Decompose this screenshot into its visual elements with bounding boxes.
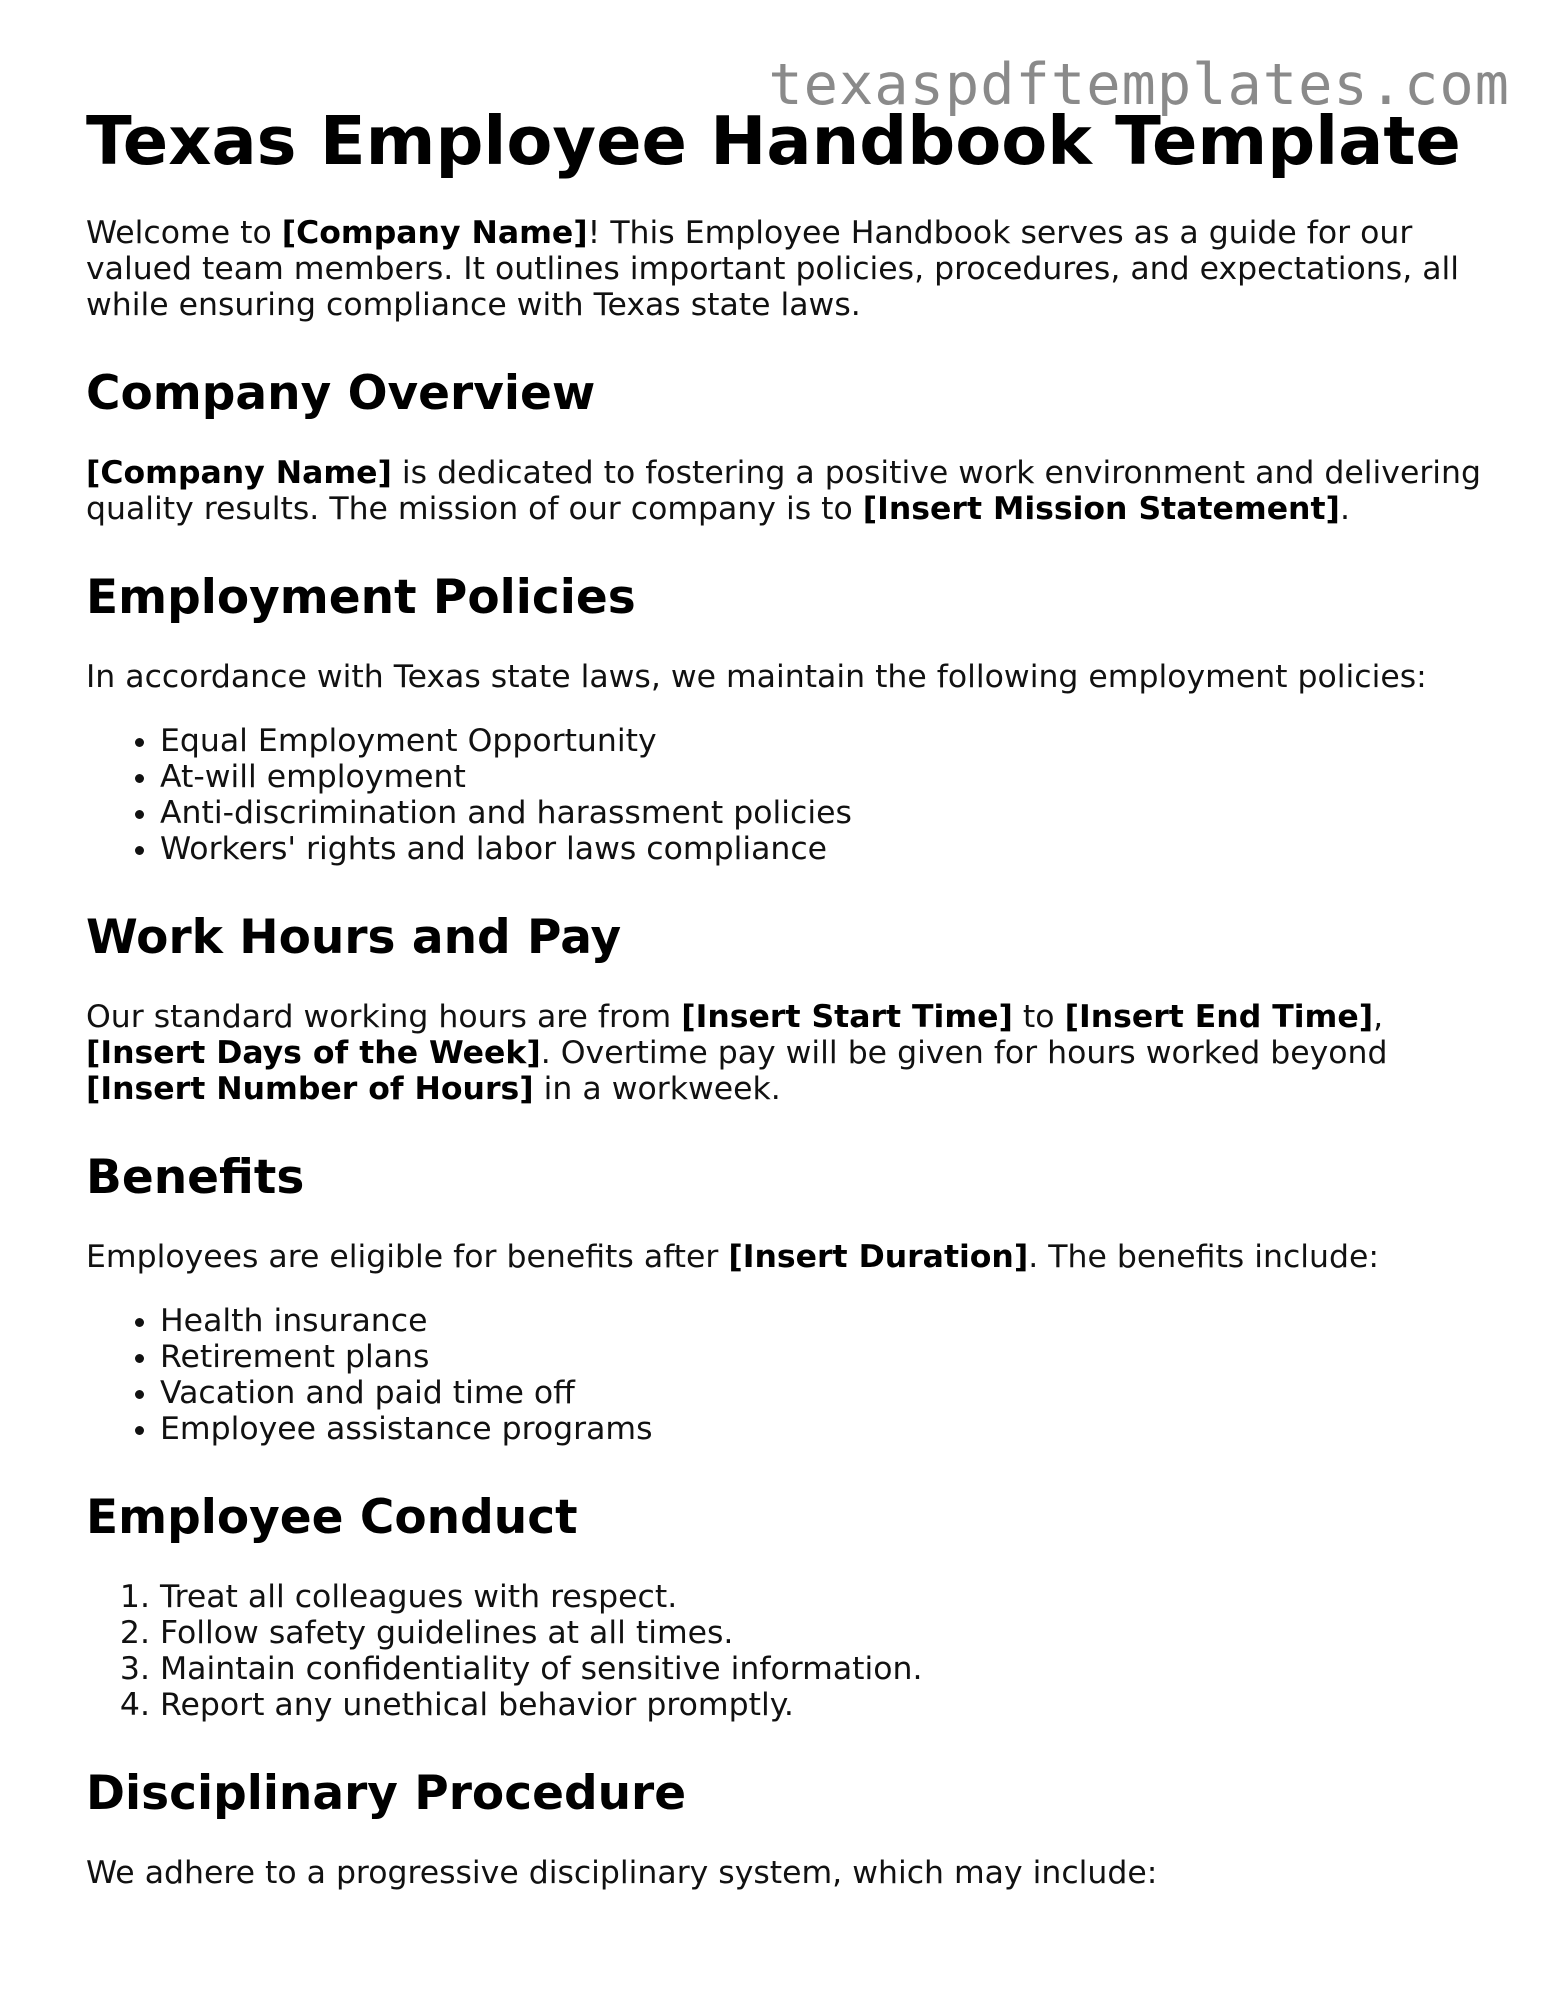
- hours-text-3: ,: [1373, 998, 1384, 1035]
- intro-paragraph: [86, 215, 1486, 323]
- intro-text-1: Welcome to: [86, 214, 282, 251]
- work-hours-heading: Work Hours and Pay: [86, 909, 622, 965]
- hours-text-2: to: [1012, 998, 1065, 1035]
- list-item: • Anti-discrimination and harassment policies: [160, 795, 1486, 831]
- list-item: • Retirement plans: [160, 1339, 1486, 1375]
- overview-text-2: .: [1339, 490, 1350, 527]
- hours-end-time: [Insert End Time]: [1064, 998, 1374, 1035]
- employee-conduct-heading: Employee Conduct: [86, 1489, 578, 1545]
- intro-company-name: [Company Name]: [281, 214, 588, 251]
- employment-policies-paragraph: In accordance with Texas state laws, we maintain the following employment policies:: [86, 658, 1427, 695]
- document-title: Texas Employee Handbook Template: [86, 102, 1461, 180]
- list-item: • Health insurance: [160, 1303, 1486, 1339]
- employment-policies-list: [86, 723, 1486, 867]
- employee-conduct-list: [86, 1579, 1486, 1723]
- work-hours-paragraph: [86, 999, 1486, 1107]
- list-item: • Employee assistance programs: [160, 1411, 1486, 1447]
- watermark-site-name: texaspdftemplates.com: [768, 52, 1510, 118]
- list-item: • At-will employment: [160, 759, 1486, 795]
- hours-text-5: in a workweek.: [533, 1070, 781, 1107]
- employment-policies-heading: Employment Policies: [86, 569, 636, 625]
- list-item: 2. Follow safety guidelines at all times.: [160, 1615, 1486, 1651]
- intro-text-2: ! This Employee Handbook serves as a guide for our valued team members. It outlines important policies, procedures, and expectations, all while ensuring compliance with Texas state laws.: [86, 214, 1460, 323]
- hours-number-of-hours: [Insert Number of Hours]: [86, 1070, 534, 1107]
- benefits-text-2: . The benefits include:: [1028, 1238, 1379, 1275]
- hours-days-of-week: [Insert Days of the Week]: [86, 1034, 541, 1071]
- list-item: 4. Report any unethical behavior promptly.: [160, 1687, 1486, 1723]
- disciplinary-procedure-paragraph: We adhere to a progressive disciplinary system, which may include:: [86, 1854, 1158, 1891]
- list-item: • Equal Employment Opportunity: [160, 723, 1486, 759]
- hours-start-time: [Insert Start Time]: [681, 998, 1013, 1035]
- document-page: [86, 102, 1486, 1935]
- benefits-text-1: Employees are eligible for benefits after: [86, 1238, 729, 1275]
- hours-text-1: Our standard working hours are from: [86, 998, 682, 1035]
- benefits-duration: [Insert Duration]: [728, 1238, 1029, 1275]
- benefits-heading: Benefits: [86, 1149, 305, 1205]
- list-item: • Vacation and paid time off: [160, 1375, 1486, 1411]
- overview-company-name: [Company Name]: [86, 454, 392, 491]
- company-overview-heading: Company Overview: [86, 365, 596, 421]
- company-overview-paragraph: [86, 455, 1486, 527]
- list-item: 1. Treat all colleagues with respect.: [160, 1579, 1486, 1615]
- overview-text-1: is dedicated to fostering a positive work environment and delivering quality results. The mission of our company is to: [86, 454, 1481, 527]
- benefits-list: [86, 1303, 1486, 1447]
- list-item: • Workers' rights and labor laws compliance: [160, 831, 1486, 867]
- benefits-paragraph: [86, 1239, 1486, 1275]
- overview-mission-placeholder: [Insert Mission Statement]: [862, 490, 1340, 527]
- hours-text-4: . Overtime pay will be given for hours worked beyond: [540, 1034, 1388, 1071]
- list-item: 3. Maintain confidentiality of sensitive information.: [160, 1651, 1486, 1687]
- disciplinary-procedure-heading: Disciplinary Procedure: [86, 1765, 687, 1821]
